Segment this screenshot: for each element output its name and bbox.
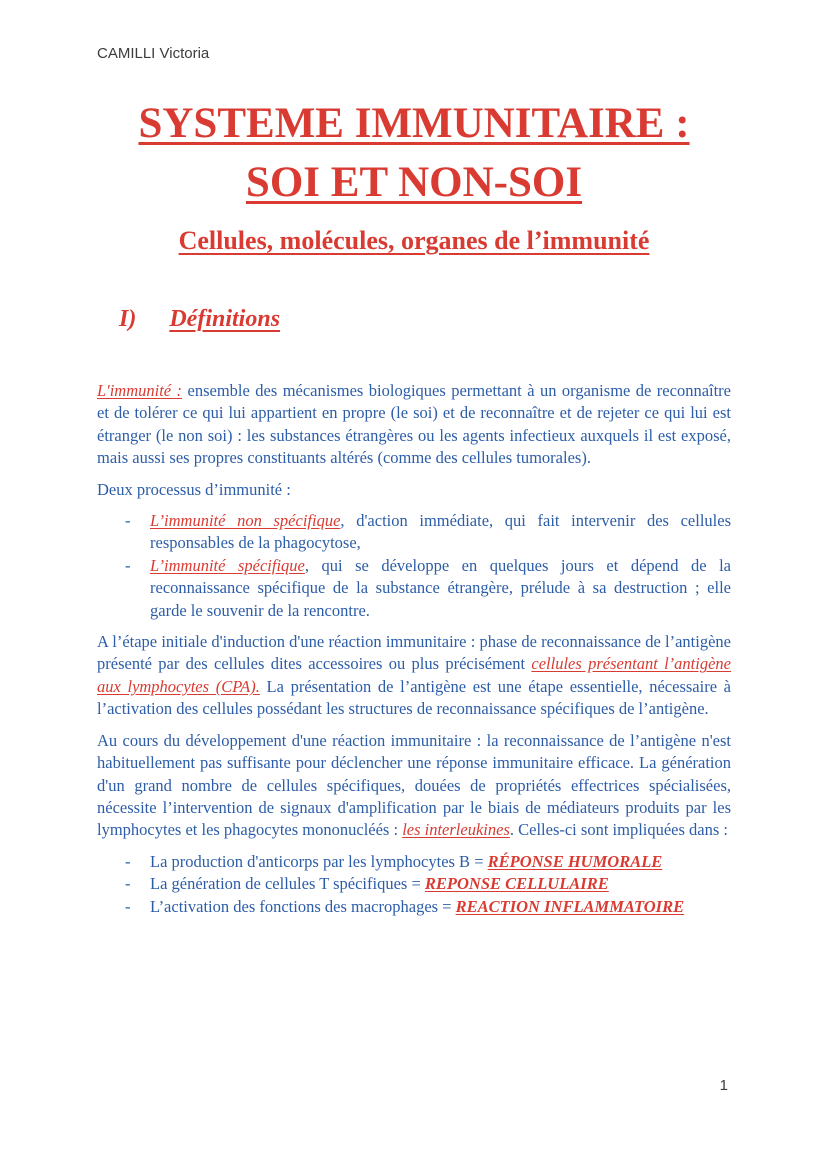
bullet-marker: - [125, 851, 131, 871]
term-immunite-specifique: L’immunité spécifique [150, 555, 305, 575]
list-item-text [150, 851, 731, 873]
bullet-marker: - [125, 874, 131, 894]
section-label: Définitions [169, 306, 281, 332]
term-interleukines: les interleukines [402, 820, 510, 840]
term-immunite-non-specifique: L’immunité non spécifique [150, 511, 341, 531]
document-subtitle: Cellules, molécules, organes de l’immunité [178, 226, 650, 255]
document-title-line2: SOI ET NON-SOI [245, 159, 583, 206]
section-numeral: I) [119, 306, 137, 332]
list-item-body: L’activation des fonctions des macrophages = [150, 896, 456, 916]
paragraph-text: Au cours du développement d'une réaction immunitaire : la reconnaissance de l’antigène n'est habituellement pas suffisante pour déclencher une réponse immunitaire efficace. La génération d'un grand nombre de cellules spécifiques, douées de propriétés effectrices spécialisées, nécessite l’intervention de signaux d'amplification par le biais de médiateurs produits par les lymphocytes et les phagocytes mononucléés : [97, 730, 731, 840]
page-number: 1 [719, 1077, 728, 1094]
paragraph-text: ensemble des mécanismes biologiques permettant à un organisme de reconnaître et de tolérer ce qui lui appartient en propre (le soi) et de reconnaître et de rejeter ce qui lui est étranger (le non soi) : les substances étrangères ou les agents infectieux auxquels il est exposé, mais aussi ses propres constituants altérés (comme des cellules tumorales). [97, 381, 732, 468]
term-immunite: L'immunité : [97, 381, 183, 400]
list-item-body: La génération de cellules T spécifiques = [150, 874, 425, 894]
list-item [125, 873, 731, 895]
list-item [125, 896, 731, 918]
list-item-body: , d'action immédiate, qui fait intervenir des cellules responsables de la phagocytose, [150, 511, 731, 553]
section-heading [119, 306, 280, 333]
bullet-marker: - [125, 555, 131, 575]
list-item-text [150, 510, 731, 555]
paragraph-etape-initiale [97, 631, 731, 721]
paragraph-developpement [97, 730, 731, 842]
list-processus [97, 510, 731, 622]
bullet-marker: - [125, 896, 131, 916]
author-name: CAMILLI Victoria [97, 45, 210, 62]
paragraph-definition-immunite [97, 380, 731, 470]
list-item-text [150, 873, 731, 895]
list-reponses [97, 851, 731, 918]
list-item-body: , qui se développe en quelques jours et dépend de la reconnaissance spécifique de la substance étrangère, prélude à sa destruction ; elle garde le souvenir de la rencontre. [150, 555, 731, 620]
list-item [125, 510, 731, 555]
term-reponse-cellulaire: REPONSE CELLULAIRE [424, 874, 609, 894]
list-item-body: La production d'anticorps par les lymphocytes B = [150, 851, 488, 871]
paragraph-deux-processus: Deux processus d’immunité : [97, 479, 291, 499]
list-item-text [150, 555, 731, 622]
paragraph-text: A l’étape initiale d'induction d'une réaction immunitaire : phase de reconnaissance de l’antigène présenté par des cellules dites accessoires ou plus précisément [97, 632, 731, 674]
document-title [0, 94, 828, 257]
paragraph-text: La présentation de l’antigène est une étape essentielle, nécessaire à l’activation des cellules possédant les structures de reconnaissance spécifiques de l’antigène. [97, 676, 731, 719]
list-item-text [150, 896, 731, 918]
term-reponse-humorale: RÉPONSE HUMORALE [487, 851, 663, 871]
term-cpa: cellules présentant l’antigène aux lymphocytes (CPA). [97, 654, 731, 696]
document-title-line1: SYSTEME IMMUNITAIRE : [138, 100, 690, 147]
bullet-marker: - [125, 511, 131, 531]
list-item [125, 555, 731, 622]
list-item [125, 851, 731, 873]
term-reaction-inflammatoire: REACTION INFLAMMATOIRE [455, 896, 685, 916]
paragraph-text: . Celles-ci sont impliquées dans : [509, 820, 729, 840]
document-body [97, 380, 731, 927]
